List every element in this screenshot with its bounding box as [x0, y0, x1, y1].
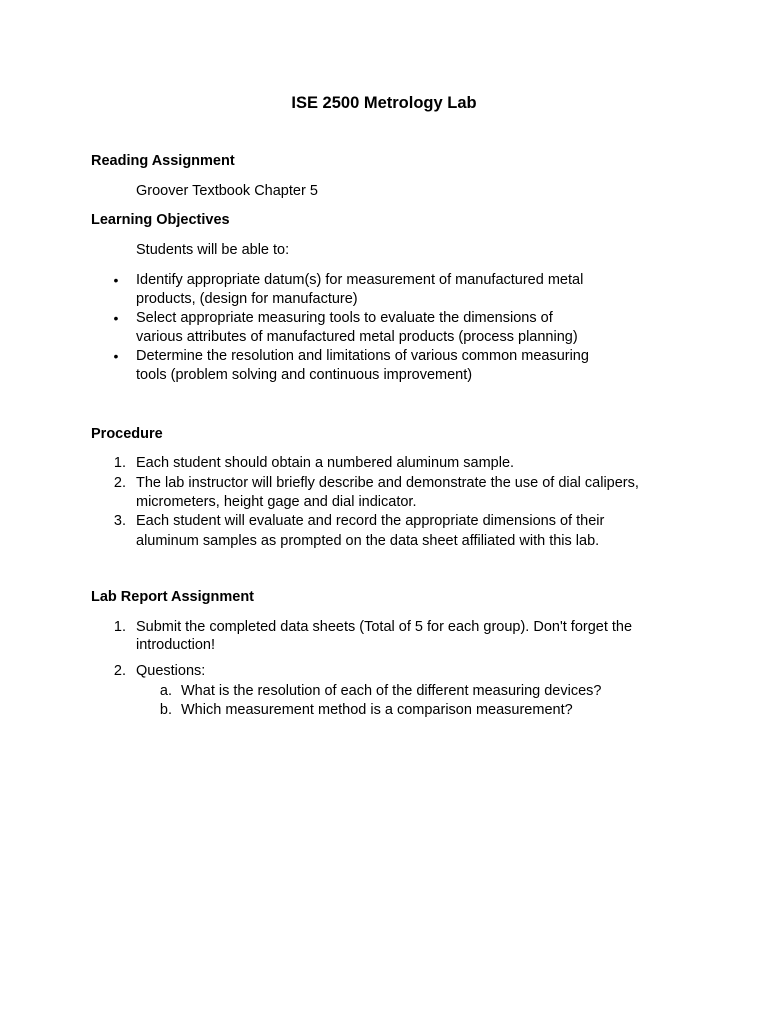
question-b-marker: b. [159, 702, 172, 718]
lab-report-item-2-line-1: Questions: [136, 663, 206, 679]
objective-item-2-line-1: Select appropriate measuring tools to evaluate the dimensions of [136, 310, 553, 326]
procedure-item-1-marker: 1. [113, 455, 126, 471]
lab-report-item-1-line-1: Submit the completed data sheets (Total of 5 for each group). Don't forget the [136, 619, 633, 635]
reading-assignment-heading: Reading Assignment [91, 153, 235, 169]
lab-report-item-2-marker: 2. [113, 663, 126, 679]
objective-item-1-line-2: products, (design for manufacture) [136, 291, 358, 307]
document-title: ISE 2500 Metrology Lab [291, 94, 477, 112]
procedure-item-3-line-1: Each student will evaluate and record the appropriate dimensions of their [136, 513, 605, 529]
procedure-item-2-line-1: The lab instructor will briefly describe and demonstrate the use of dial calipers, [136, 475, 639, 491]
question-a-text: What is the resolution of each of the different measuring devices? [181, 683, 602, 699]
lab-report-item-1-line-2: introduction! [136, 637, 215, 653]
learning-objectives-intro: Students will be able to: [136, 242, 290, 258]
procedure-item-2-line-2: micrometers, height gage and dial indicator. [136, 494, 417, 510]
procedure-item-3-line-2: aluminum samples as prompted on the data sheet affiliated with this lab. [136, 533, 600, 549]
learning-objectives-heading: Learning Objectives [91, 212, 230, 228]
procedure-item-2-marker: 2. [113, 475, 126, 491]
bullet-icon: • [113, 348, 119, 364]
bullet-icon: • [113, 310, 119, 326]
objective-item-3-line-2: tools (problem solving and continuous improvement) [136, 367, 473, 383]
reading-assignment-text: Groover Textbook Chapter 5 [136, 183, 318, 199]
procedure-heading: Procedure [91, 426, 163, 442]
objective-item-2-line-2: various attributes of manufactured metal products (process planning) [136, 329, 578, 345]
procedure-item-1-line-1: Each student should obtain a numbered aluminum sample. [136, 455, 515, 471]
objective-item-3-line-1: Determine the resolution and limitations of various common measuring [136, 348, 589, 364]
question-a-marker: a. [159, 683, 172, 699]
question-b-text: Which measurement method is a comparison measurement? [181, 702, 573, 718]
procedure-item-3-marker: 3. [113, 513, 126, 529]
objective-item-1-line-1: Identify appropriate datum(s) for measurement of manufactured metal [136, 272, 584, 288]
lab-report-item-1-marker: 1. [113, 619, 126, 635]
bullet-icon: • [113, 272, 119, 288]
lab-report-heading: Lab Report Assignment [91, 589, 255, 605]
